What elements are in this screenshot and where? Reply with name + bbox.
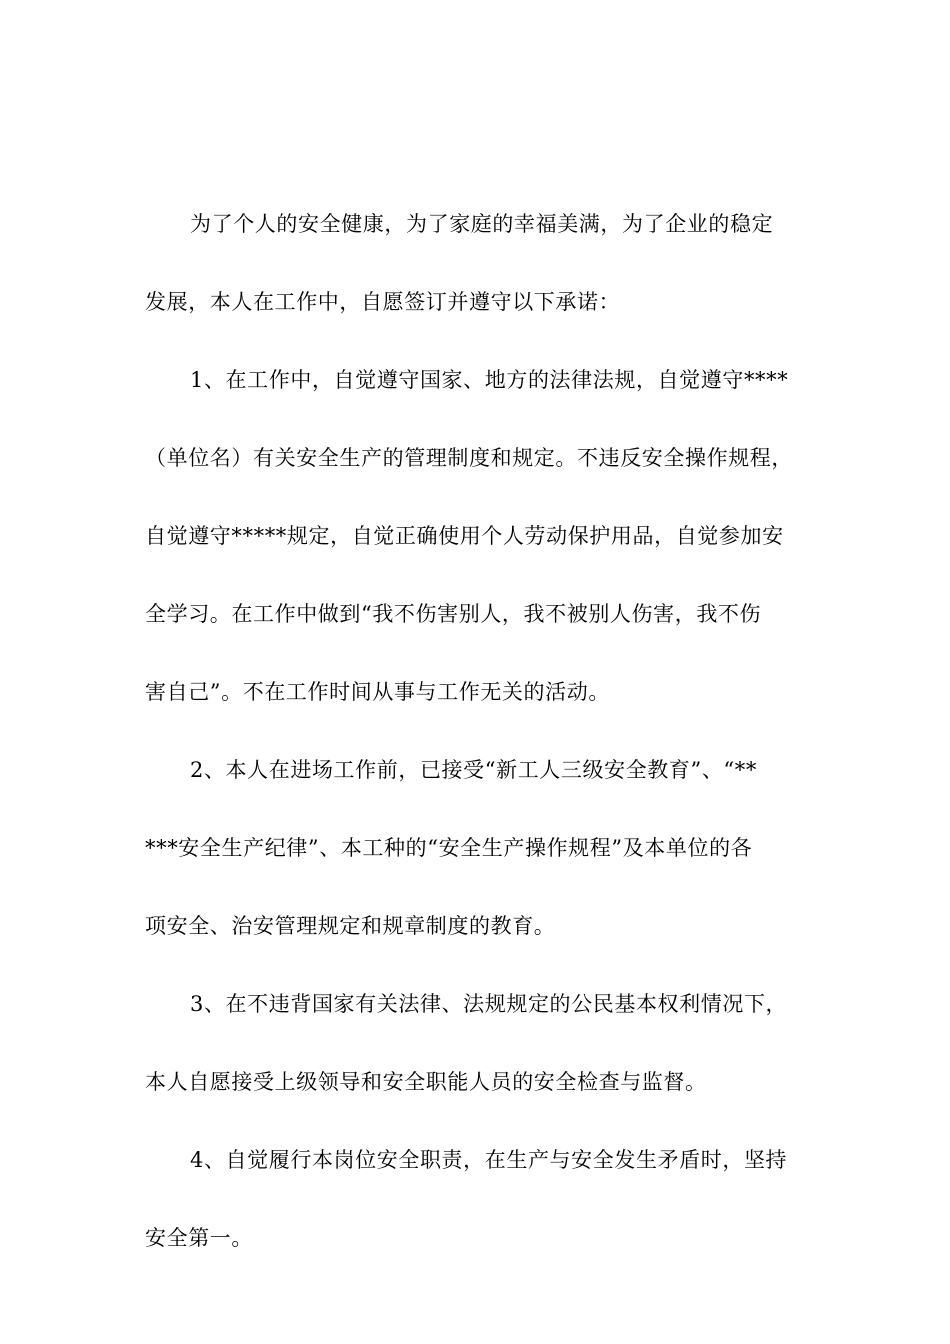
item-4-line-2: 安全第一。 <box>145 1226 253 1250</box>
item-1-line-4: 全学习。在工作中做到“我不伤害别人，我不被别人伤害，我不伤 <box>145 602 762 626</box>
item-1-line-1: 1、在工作中，自觉遵守国家、地方的法律法规，自觉遵守**** <box>190 368 789 392</box>
item-2-line-3: 项安全、治安管理规定和规章制度的教育。 <box>145 914 556 938</box>
item-3-line-1: 3、在不违背国家有关法律、法规规定的公民基本权利情况下， <box>190 992 788 1016</box>
item-2-line-2: ***安全生产纪律”、本工种的“安全生产操作规程”及本单位的各 <box>145 836 753 860</box>
intro-line-1: 为了个人的安全健康，为了家庭的幸福美满，为了企业的稳定 <box>190 212 774 236</box>
intro-line-2: 发展，本人在工作中，自愿签订并遵守以下承诺： <box>145 290 621 314</box>
item-4-line-1: 4、自觉履行本岗位安全职责，在生产与安全发生矛盾时，坚持 <box>190 1148 788 1172</box>
item-3-line-2: 本人自愿接受上级领导和安全职能人员的安全检查与监督。 <box>145 1070 707 1094</box>
item-2-line-1: 2、本人在进场工作前，已接受“新工人三级安全教育”、“** <box>190 758 757 782</box>
item-1-line-5: 害自己”。不在工作时间从事与工作无关的活动。 <box>145 680 610 704</box>
item-1-line-2: （单位名）有关安全生产的管理制度和规定。不违反安全操作规程， <box>145 446 793 470</box>
item-1-line-3: 自觉遵守*****规定，自觉正确使用个人劳动保护用品，自觉参加安 <box>145 524 784 548</box>
